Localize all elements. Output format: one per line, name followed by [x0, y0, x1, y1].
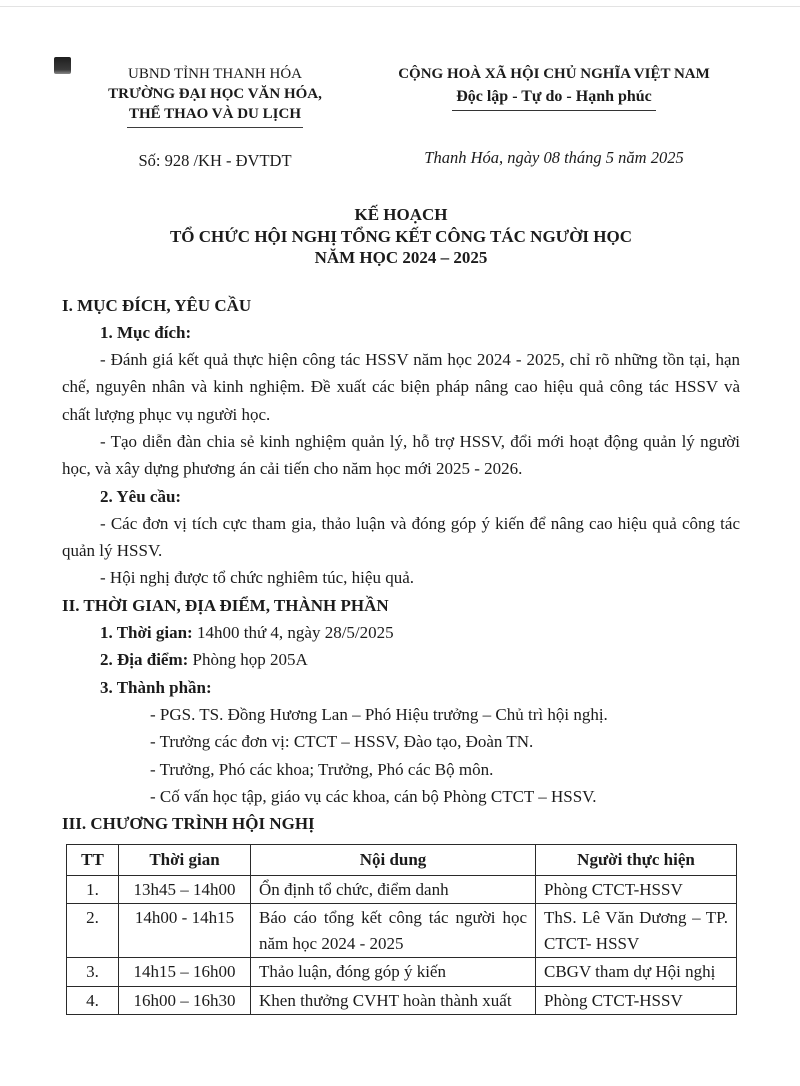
table-cell: 13h45 – 14h00	[119, 875, 251, 904]
org-parent: UBND TỈNH THANH HÓA	[127, 66, 303, 82]
document-body	[62, 292, 740, 838]
table-row	[67, 875, 737, 904]
body-block-label: 2. Địa điểm:	[100, 650, 189, 670]
table-cell: Phòng CTCT-HSSV	[536, 875, 737, 904]
body-block-para: - Đánh giá kết quả thực hiện công tác HSSV năm học 2024 - 2025, chỉ rõ những tồn tại, hạn chế, nguyên nhân và kinh nghiệm. Đề xuất các biện pháp nâng cao hiệu quả công tác HSSV và chất lượng phục vụ người học.	[62, 350, 740, 424]
table-row	[67, 958, 737, 987]
table-column-header: Người thực hiện	[536, 845, 737, 876]
table-cell: Báo cáo tổng kết công tác người học năm học 2024 - 2025	[251, 904, 536, 958]
table-column-header: Nội dung	[251, 845, 536, 876]
body-block-labelpara	[62, 646, 740, 673]
table-cell: Phòng CTCT-HSSV	[536, 986, 737, 1015]
body-block-listitem: - PGS. TS. Đồng Hương Lan – Phó Hiệu trưởng – Chủ trì hội nghị.	[150, 704, 608, 724]
date-line: Thanh Hóa, ngày 08 tháng 5 năm 2025	[424, 148, 684, 167]
table-cell: 3.	[67, 958, 119, 987]
body-block-listitem: - Trưởng, Phó các khoa; Trưởng, Phó các Bộ môn.	[150, 759, 494, 779]
table-cell: CBGV tham dự Hội nghị	[536, 958, 737, 987]
org-header	[62, 64, 368, 171]
body-block-para: - Hội nghị được tổ chức nghiêm túc, hiệu quả.	[100, 568, 414, 588]
body-block-labelpara	[62, 674, 740, 701]
table-cell: 14h00 - 14h15	[119, 904, 251, 958]
body-block-value: Phòng họp 205A	[188, 650, 308, 670]
table-column-header: Thời gian	[119, 845, 251, 876]
body-block-para: - Tạo diễn đàn chia sẻ kinh nghiệm quản lý, hỗ trợ HSSV, đổi mới hoạt động quản lý người học, và xây dựng phương án cải tiến cho năm học mới 2025 - 2026.	[62, 431, 740, 479]
table-cell: Khen thưởng CVHT hoàn thành xuất	[251, 986, 536, 1015]
doc-title-line1: KẾ HOẠCH	[354, 205, 448, 224]
table-cell: 14h15 – 16h00	[119, 958, 251, 987]
table-cell: ThS. Lê Văn Dương – TP. CTCT- HSSV	[536, 904, 737, 958]
table-header-row	[67, 845, 737, 876]
table-cell: 16h00 – 16h30	[119, 986, 251, 1015]
body-block-label: 1. Thời gian:	[100, 623, 193, 643]
table-column-header: TT	[67, 845, 119, 876]
table-cell: Thảo luận, đóng góp ý kiến	[251, 958, 536, 987]
body-block-subheading: 2. Yêu cầu:	[100, 486, 182, 506]
body-block-heading: III. CHƯƠNG TRÌNH HỘI NGHỊ	[62, 814, 315, 834]
national-motto: Độc lập - Tự do - Hạnh phúc	[368, 86, 740, 111]
org-name-line1: TRƯỜNG ĐẠI HỌC VĂN HÓA,	[108, 86, 322, 102]
body-block-heading: I. MỤC ĐÍCH, YÊU CẦU	[62, 295, 252, 315]
table-cell: 4.	[67, 986, 119, 1015]
table-row	[67, 986, 737, 1015]
doc-title-line2: TỔ CHỨC HỘI NGHỊ TỔNG KẾT CÔNG TÁC NGƯỜI HỌC	[169, 226, 633, 246]
table-body	[67, 875, 737, 1015]
table-row	[67, 904, 737, 958]
body-block-label: 3. Thành phần:	[100, 677, 212, 697]
doc-number: Số: 928 /KH - ĐVTDT	[138, 151, 292, 170]
program-table	[66, 844, 737, 1015]
doc-title-line3: NĂM HỌC 2024 – 2025	[314, 248, 488, 267]
body-block-para: - Các đơn vị tích cực tham gia, thảo luận và đóng góp ý kiến để nâng cao hiệu quả công tác quản lý HSSV.	[62, 513, 740, 561]
national-header	[368, 64, 740, 171]
body-block-listitem: - Cố vấn học tập, giáo vụ các khoa, cán bộ Phòng CTCT – HSSV.	[150, 786, 597, 806]
body-block-listitem: - Trưởng các đơn vị: CTCT – HSSV, Đào tạo, Đoàn TN.	[150, 732, 534, 752]
table-cell: 1.	[67, 875, 119, 904]
document-header	[62, 64, 740, 171]
table-cell: 2.	[67, 904, 119, 958]
table-cell: Ổn định tổ chức, điểm danh	[251, 875, 536, 904]
org-name-line2: THỂ THAO VÀ DU LỊCH	[62, 104, 368, 128]
body-block-subheading: 1. Mục đích:	[100, 322, 192, 342]
body-block-labelpara	[62, 619, 740, 646]
national-title: CỘNG HOÀ XÃ HỘI CHỦ NGHĨA VIỆT NAM	[398, 66, 710, 82]
body-block-value: 14h00 thứ 4, ngày 28/5/2025	[192, 623, 394, 643]
body-block-heading: II. THỜI GIAN, ĐỊA ĐIỂM, THÀNH PHẦN	[62, 595, 389, 615]
doc-title	[62, 204, 740, 269]
